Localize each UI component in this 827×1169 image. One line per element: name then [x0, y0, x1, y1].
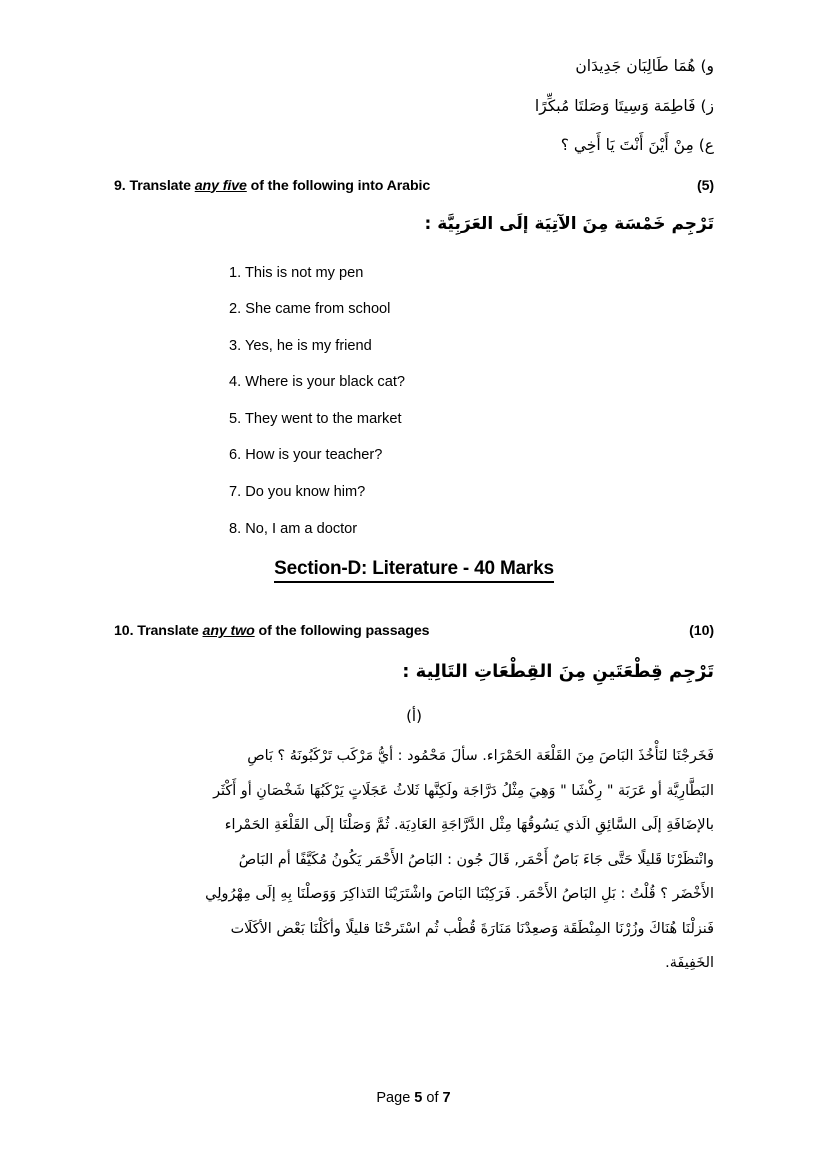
page-footer [0, 1090, 827, 1106]
question-10-header [114, 623, 714, 639]
footer-current-page: 5 [414, 1090, 423, 1106]
question-9-text [114, 178, 430, 194]
carried-arabic-items [114, 59, 714, 154]
question-9-arabic-instruction: تَرْجِم خَمْسَة مِنَ الآتِيَة إلَى العَرَبِيَّة : [424, 213, 714, 234]
page-content [114, 0, 714, 981]
question-10-text [114, 623, 429, 639]
question-9-lead: Translate [129, 177, 191, 194]
question-10-arabic-instruction: تَرْجِم قِطْعَتَينِ مِنَ القِطْعَاتِ التَالِية : [402, 661, 714, 683]
passage-line: فَنزلْنَا هُنَاكَ وزُرْنَا المِنْطَقَة وَصعِدْنَا مَنَارَةَ قُطْب ثُم اسْتَرحْنَا قليلًا وأكَلْنَا بَعْض الأكَلَات [230, 920, 714, 937]
section-d-label: Section-D: Literature - [274, 558, 475, 580]
carried-item: و) هُمَا طَالِبَان جَدِيدَان [575, 57, 714, 75]
passage-line: بالإضَافَةِ إلَى السَّائِقِ الَذي يَسُوقُهَا مِثْل الدَّرَّاجَةِ العَادِيَة. ثُمَّ وَصَلْنَا إلَى القَلْعَةِ الحَمْراء [224, 817, 714, 834]
question-9-number: 9. [114, 177, 126, 194]
question-10-number: 10. [114, 623, 134, 640]
list-item: 5. They went to the market [229, 410, 402, 427]
footer-middle: of [422, 1090, 443, 1106]
carried-item: ع) مِنْ أَيْنَ أَنْتَ يَا أَخِي ؟ [560, 136, 714, 154]
question-9-tail: of the following into Arabic [250, 177, 431, 194]
passage-line: فَخَرجْنَا لنَأْخُذَ البَاصَ مِنَ القَلْعَة الحَمْرَاء. سألَ مَحْمُود : أيُّ مَرْكَب تَرْكَبُونَهُ ؟ بَاصِ [247, 748, 714, 765]
question-9-header [114, 178, 714, 194]
section-d-heading [114, 558, 714, 583]
passage-line: الأَخْضَر ؟ قُلْتُ : بَلِ البَاصُ الأَحْمَر. فَرَكِبْنَا البَاصَ واشْتَرَيْنَا التَذاكِرَ وَوَصلْنَا بِهِ إلَى مِهْرُولِي [205, 886, 714, 903]
carried-item: ز) فَاطِمَة وَسِيتَا وَصَلتَا مُبكِّرًا [534, 96, 714, 115]
question-10-tail: of the following passages [258, 623, 430, 640]
passage-line: البَطَّارِيَّة أو عَرَبَة " رِكْشَا " وَهِيَ مِثْلُ دَرَّاجَة ولَكِنَّها ثَلاثُ عَجَلَاتٍ يَرْكَبُهَا شَخْصَانِ أو أَكْثَر [213, 782, 714, 799]
section-d-heading-inner [274, 558, 554, 583]
question-10-lead: Translate [137, 623, 199, 640]
list-item: 4. Where is your black cat? [229, 374, 406, 391]
list-item: 1. This is not my pen [229, 264, 364, 281]
list-item: 3. Yes, he is my friend [229, 337, 372, 354]
passage-a-label: (أ) [406, 707, 422, 726]
question-9-marks: (5) [696, 177, 714, 194]
question-10-marks: (10) [689, 623, 714, 640]
passage-line: وانْتظَرْنَا قَليلًا حَتَّى جَاءَ بَاصٌ أَحْمَر, قَالَ جُون : البَاصُ الأَحْمَر يَكُونُ مُكَيَّفًا أم البَاصُ [238, 851, 714, 868]
passage-line: الخَفِيفَة. [665, 955, 714, 972]
question-9-sentence-list [114, 266, 714, 537]
footer-prefix: Page [376, 1090, 415, 1106]
list-item: 6. How is your teacher? [229, 447, 383, 464]
footer-total-pages: 7 [442, 1090, 451, 1106]
list-item: 7. Do you know him? [229, 484, 366, 501]
list-item: 2. She came from school [229, 301, 391, 318]
question-9-emphasis: any five [194, 177, 247, 194]
list-item: 8. No, I am a doctor [229, 520, 358, 537]
passage-a-body [92, 739, 714, 981]
question-10-emphasis: any two [202, 623, 255, 640]
section-d-marks: 40 Marks [474, 558, 554, 580]
